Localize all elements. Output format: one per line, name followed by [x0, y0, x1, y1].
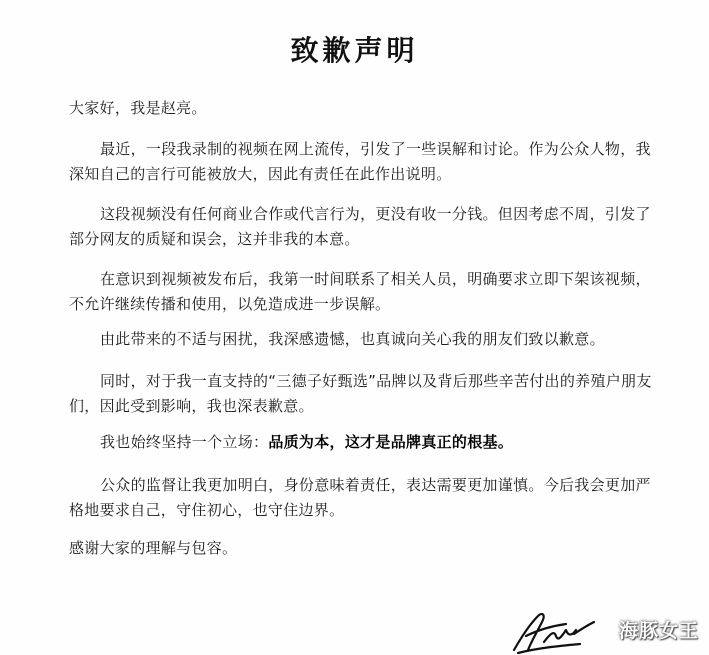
paragraph-4: 由此带来的不适与困扰，我深感遗憾，也真诚向关心我的朋友们致以歉意。	[100, 330, 605, 348]
watermark-text: 海豚女王	[618, 620, 699, 642]
greeting-line: 大家好，我是赵亮。	[69, 99, 207, 117]
paragraph-5: 同时，对于我一直支持的“三德子好甄选”品牌以及背后那些辛苦付出的养殖户朋友们，因此受到影响，我也深表歉意。	[69, 372, 652, 415]
stance-emphasis: 品质为本，这才是品牌真正的根基。	[268, 433, 514, 451]
handwritten-signature-icon	[508, 606, 598, 655]
paragraph-2: 这段视频没有任何商业合作或代言行为，更没有收一分钱。但因考虑不周，引发了部分网友的质疑和误会，这并非我的本意。	[69, 205, 651, 248]
stance-paragraph	[69, 430, 659, 455]
paragraph-3: 在意识到视频被发布后，我第一时间联系了相关人员，明确要求立即下架该视频，不允许继续传播和使用，以免造成进一步误解。	[69, 270, 651, 313]
closing-paragraph: 公众的监督让我更加明白，身份意味着责任，表达需要更加谨慎。今后我会更加严格地要求自己，守住初心，也守住边界。	[69, 476, 651, 519]
stance-lead: 我也始终坚持一个立场：	[100, 433, 269, 451]
paragraph-1: 最近，一段我录制的视频在网上流传，引发了一些误解和讨论。作为公众人物，我深知自己的言行可能被放大，因此有责任在此作出说明。	[69, 140, 651, 183]
thanks-line: 感谢大家的理解与包容。	[69, 539, 238, 557]
document-title: 致歉声明	[290, 34, 419, 67]
